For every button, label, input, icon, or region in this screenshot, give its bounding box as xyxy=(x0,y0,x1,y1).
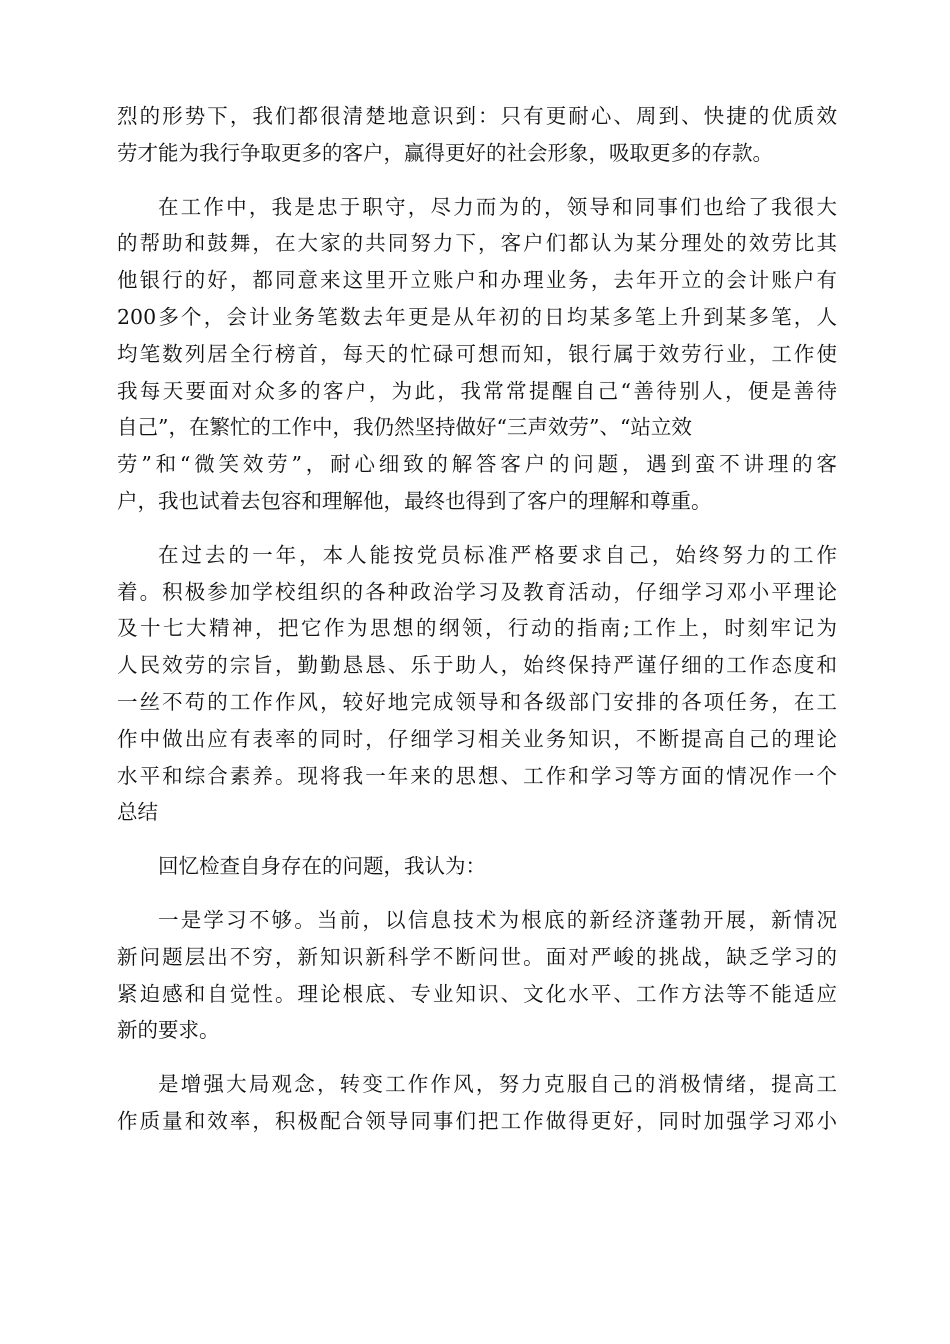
paragraph-6 xyxy=(117,1066,837,1140)
text-line: 在过去的一年，本人能按党员标准严格要求自己，始终努力的工作 xyxy=(158,542,837,567)
text-line: 紧迫感和自觉性。理论根底、专业知识、文化水平、工作方法等不能适应 xyxy=(117,981,837,1006)
document-body xyxy=(117,98,837,1157)
text-line: 自己”，在繁忙的工作中，我仍然坚持做好“三声效劳”、“站立效 xyxy=(117,415,692,440)
paragraph-4 xyxy=(117,848,837,885)
text-line: 的帮助和鼓舞，在大家的共同努力下，客户们都认为某分理处的效劳比其 xyxy=(117,231,837,256)
text-line: 一丝不苟的工作作风，较好地完成领导和各级部门安排的各项任务，在工 xyxy=(117,689,837,714)
text-line: 劳才能为我行争取更多的客户，赢得更好的社会形象，吸取更多的存款。 xyxy=(117,140,773,165)
paragraph-1 xyxy=(117,98,837,172)
text-line: 回忆检查自身存在的问题，我认为： xyxy=(158,854,486,879)
paragraph-3 xyxy=(117,537,837,831)
text-line: 他银行的好，都同意来这里开立账户和办理业务，去年开立的会计账户有 xyxy=(117,268,837,293)
text-line: 水平和综合素养。现将我一年来的思想、工作和学习等方面的情况作一个 xyxy=(117,763,837,788)
text-line: 一是学习不够。当前，以信息技术为根底的新经济蓬勃开展，新情况 xyxy=(158,907,837,932)
paragraph-5 xyxy=(117,902,837,1049)
paragraph-2 xyxy=(117,189,837,520)
text-line: 新的要求。 xyxy=(117,1018,220,1043)
text-line: 我每天要面对众多的客户，为此，我常常提醒自己“善待别人，便是善待 xyxy=(117,378,837,403)
text-line: 着。积极参加学校组织的各种政治学习及教育活动，仔细学习邓小平理论 xyxy=(117,579,837,604)
text-line: 是增强大局观念，转变工作作风，努力克服自己的消极情绪，提高工 xyxy=(158,1072,837,1097)
text-line: 劳”和“微笑效劳”，耐心细致的解答客户的问题，遇到蛮不讲理的客 xyxy=(117,452,837,477)
text-line: 作中做出应有表率的同时，仔细学习相关业务知识，不断提高自己的理论 xyxy=(117,726,837,751)
text-line: 在工作中，我是忠于职守，尽力而为的，领导和同事们也给了我很大 xyxy=(158,194,837,219)
text-line: 人民效劳的宗旨，勤勤恳恳、乐于助人，始终保持严谨仔细的工作态度和 xyxy=(117,653,837,678)
text-line: 均笔数列居全行榜首，每天的忙碌可想而知，银行属于效劳行业，工作使 xyxy=(117,341,837,366)
text-line: 作质量和效率，积极配合领导同事们把工作做得更好，同时加强学习邓小 xyxy=(117,1108,837,1133)
text-line: 新问题层出不穷，新知识新科学不断问世。面对严峻的挑战，缺乏学习的 xyxy=(117,944,837,969)
text-line: 户，我也试着去包容和理解他，最终也得到了客户的理解和尊重。 xyxy=(117,488,712,513)
text-line: 烈的形势下，我们都很清楚地意识到：只有更耐心、周到、快捷的优质效 xyxy=(117,104,837,128)
text-line: 及十七大精神，把它作为思想的纲领，行动的指南;工作上，时刻牢记为 xyxy=(117,616,837,641)
text-line: 200多个，会计业务笔数去年更是从年初的日均某多笔上升到某多笔，人 xyxy=(117,304,837,329)
text-line: 总结 xyxy=(117,800,158,825)
